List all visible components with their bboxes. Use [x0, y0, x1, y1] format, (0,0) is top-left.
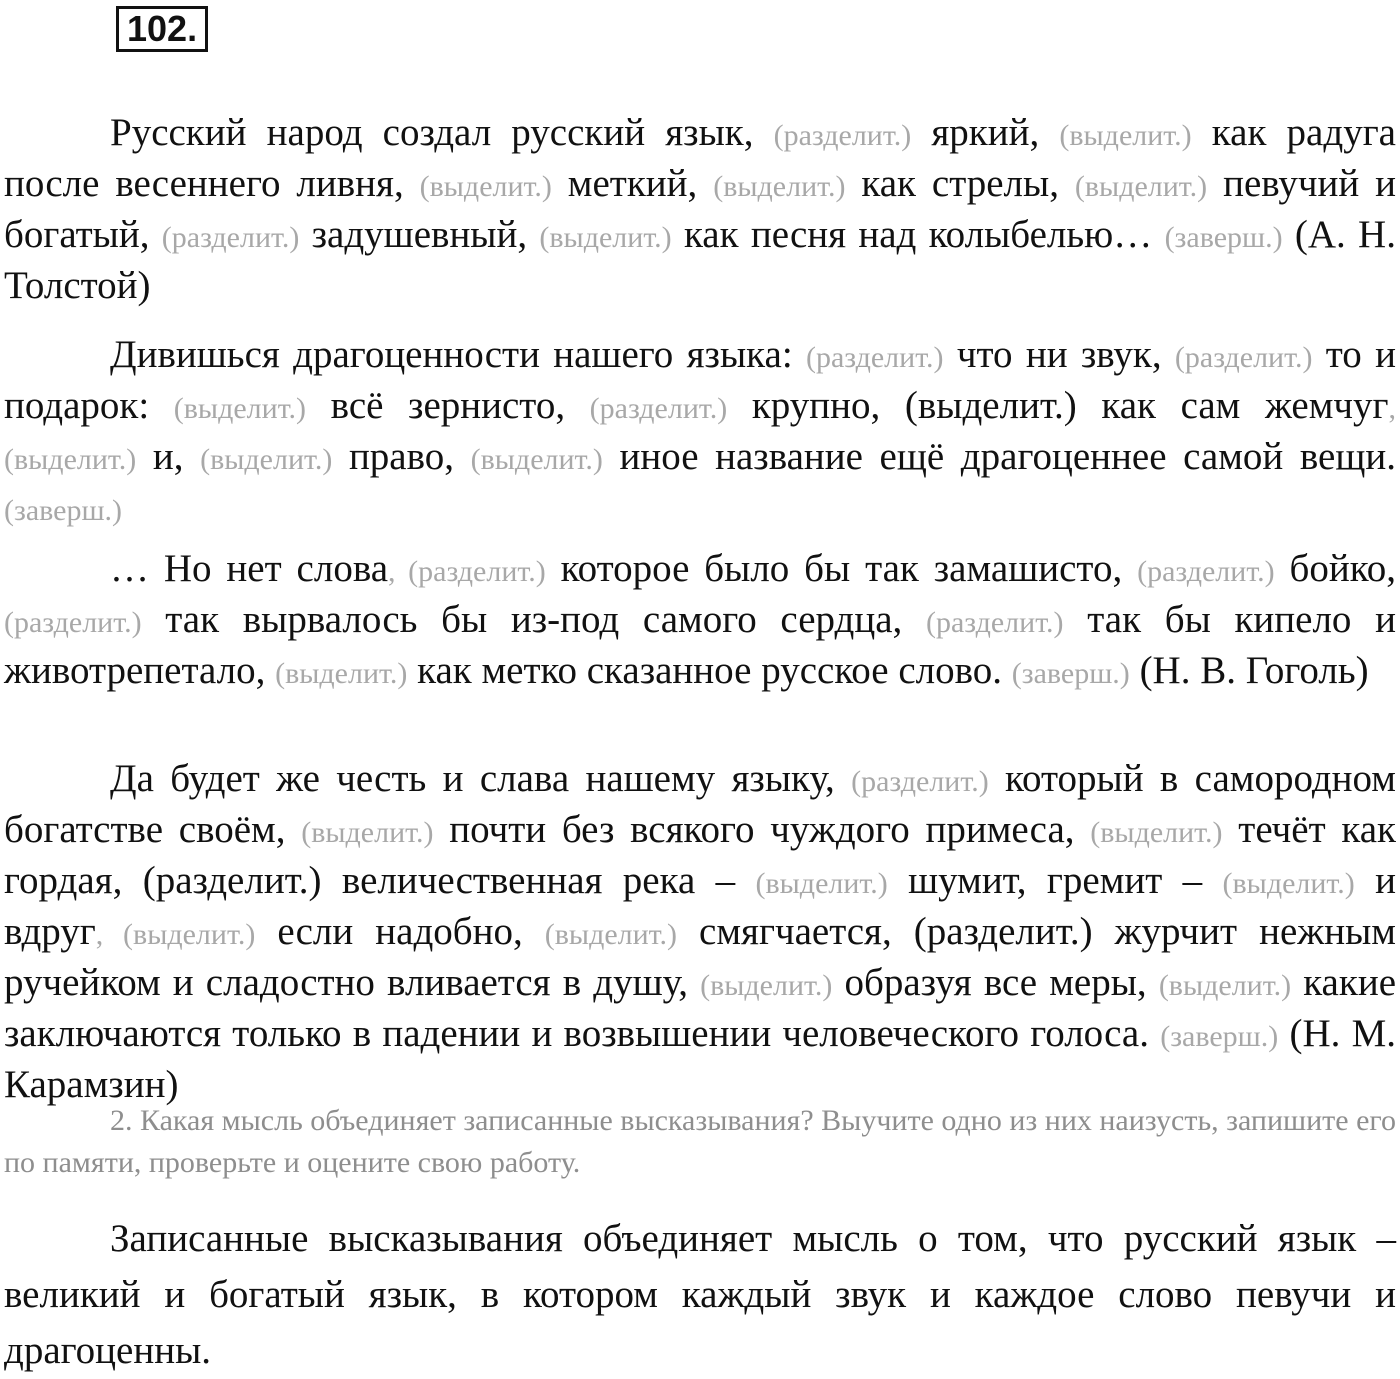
- quote-paragraph-karamzin: [4, 755, 1396, 1109]
- text-segment: образуя все меры,: [832, 961, 1159, 1004]
- punctuation-note: (разделит.): [925, 606, 1064, 639]
- text-segment: (А. Н. Толстой): [4, 213, 1396, 307]
- punctuation-note: , (разделит.): [388, 555, 546, 588]
- exercise-number: 102.: [116, 6, 208, 52]
- text-segment: яркий,: [911, 111, 1060, 154]
- text-segment: как стрелы,: [845, 162, 1075, 205]
- text-segment: какие заключаются только в падении и возвышении человеческого голоса.: [4, 961, 1397, 1055]
- punctuation-note: (заверш.): [4, 494, 123, 527]
- punctuation-note: (разделит.): [1137, 555, 1275, 588]
- text-segment: и,: [136, 435, 201, 478]
- text-segment: как радуга после весеннего ливня,: [4, 111, 1396, 205]
- text-segment: певучий и богатый,: [4, 162, 1396, 256]
- punctuation-note: (выделит.): [275, 657, 408, 690]
- text-segment: что ни звук,: [943, 333, 1175, 376]
- text-segment: всё зернисто,: [306, 384, 590, 427]
- text-segment: бойко,: [1274, 547, 1396, 590]
- punctuation-note: (выделит.): [200, 443, 333, 476]
- punctuation-note: (разделит.): [589, 392, 728, 425]
- text-segment: так бы кипело и животрепетало,: [4, 598, 1396, 692]
- punctuation-note: , (выделит.): [4, 392, 1396, 476]
- punctuation-note: (выделит.): [1090, 816, 1223, 849]
- punctuation-note: , (выделит.): [95, 918, 256, 951]
- text-segment: которое было бы так замашисто,: [545, 547, 1138, 590]
- punctuation-note: (выделит.): [1059, 119, 1192, 152]
- quote-paragraph-gogol: [4, 545, 1396, 698]
- text-segment: то и подарок:: [4, 333, 1396, 427]
- punctuation-note: (выделит.): [301, 816, 434, 849]
- punctuation-note: (разделит.): [851, 765, 989, 798]
- punctuation-note: (выделит.): [539, 221, 672, 254]
- quote-paragraph-drag: [4, 331, 1396, 535]
- answer-paragraph: Записанные высказывания объединяет мысль о том, что русский язык – великий и богатый язык, в котором каждый звук и каждое слово певучи и драгоценны.: [4, 1217, 1396, 1372]
- punctuation-note: (разделит.): [4, 606, 142, 639]
- text-segment: как песня над колыбелью…: [671, 213, 1165, 256]
- text-segment: крупно, (выделит.) как сам жемчуг: [727, 384, 1389, 427]
- text-segment: шумит, гремит –: [887, 859, 1223, 902]
- text-segment: Да будет же честь и слава нашему языку,: [110, 757, 852, 800]
- punctuation-note: (разделит.): [1174, 341, 1313, 374]
- text-segment: Русский народ создал русский язык,: [110, 111, 774, 154]
- text-segment: и вдруг: [4, 859, 1397, 953]
- text-segment: почти без всякого чуждого примеса,: [433, 808, 1091, 851]
- text-segment: (Н. В. Гоголь): [1129, 649, 1369, 692]
- text-segment: иное название ещё драгоценнее самой вещи.: [602, 435, 1396, 478]
- punctuation-note: (выделит.): [1158, 969, 1292, 1002]
- punctuation-note: (выделит.): [755, 867, 888, 900]
- task-text: 2. Какая мысль объединяет записанные высказывания? Выучите одно из них наизусть, запишите его по памяти, проверьте и оцените свою работу.: [4, 1104, 1396, 1179]
- punctuation-note: (выделит.): [1074, 170, 1208, 203]
- text-segment: (Н. М. Карамзин): [4, 1012, 1396, 1106]
- punctuation-note: (заверш.): [1011, 657, 1130, 690]
- text-segment: который в самородном богатстве своём,: [4, 757, 1396, 851]
- text-segment: Дивишься драгоценности нашего языка:: [110, 333, 806, 376]
- punctuation-note: (выделит.): [544, 918, 678, 951]
- punctuation-note: (выделит.): [713, 170, 846, 203]
- text-segment: право,: [332, 435, 471, 478]
- text-segment: задушевный,: [299, 213, 540, 256]
- punctuation-note: (разделит.): [161, 221, 300, 254]
- punctuation-note: (разделит.): [773, 119, 912, 152]
- punctuation-note: (выделит.): [173, 392, 307, 425]
- text-segment: как метко сказанное русское слово.: [407, 649, 1012, 692]
- text-segment: течёт как гордая, (разделит.) величественная река –: [4, 808, 1396, 902]
- punctuation-note: (выделит.): [419, 170, 552, 203]
- text-segment: меткий,: [551, 162, 714, 205]
- punctuation-note: (разделит.): [805, 341, 944, 374]
- punctuation-note: (заверш.): [1164, 221, 1283, 254]
- text-segment: смягчается, (разделит.) журчит нежным ручейком и сладостно вливается в душу,: [4, 910, 1396, 1004]
- punctuation-note: (заверш.): [1160, 1020, 1279, 1053]
- quote-paragraph-tolstoy: [4, 109, 1396, 310]
- text-segment: так вырвалось бы из-под самого сердца,: [141, 598, 926, 641]
- text-segment: … Но нет слова: [110, 547, 389, 590]
- punctuation-note: (выделит.): [700, 969, 833, 1002]
- punctuation-note: (выделит.): [470, 443, 603, 476]
- punctuation-note: (выделит.): [1222, 867, 1355, 900]
- text-segment: если надобно,: [255, 910, 545, 953]
